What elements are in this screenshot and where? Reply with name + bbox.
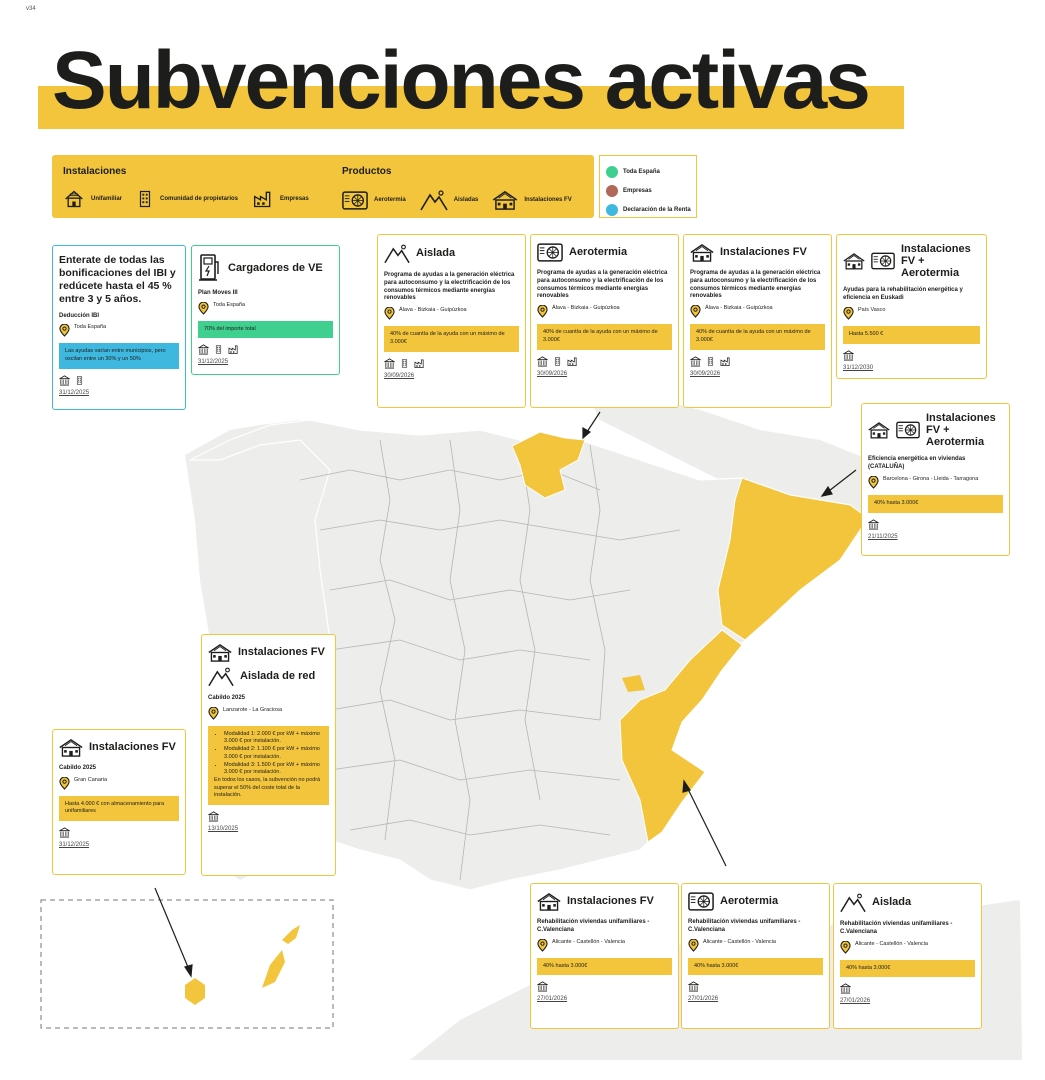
card-cargadores[interactable] — [191, 245, 340, 375]
legend-unifamiliar: Unifamiliar — [91, 196, 123, 202]
card-pv-aerotermia-date: 30/09/2026 — [537, 370, 568, 377]
card-pv-fv-desc: Programa de ayudas a la generación eléctrica para autoconsumo y la electrificación de los consumos térmicos mediante energías renovables — [690, 270, 821, 300]
card-ibi-icons — [59, 375, 179, 386]
region-item-empresas: Empresas — [606, 181, 690, 200]
card-pv-aislada-desc: Programa de ayudas a la generación eléctrica para autoconsumo y la electrificación de los consumos térmicos mediante energías renovables — [384, 272, 515, 302]
card-val-aislada-title: Aislada — [872, 896, 912, 909]
card-val-aislada-box: 40% hasta 3.000€ — [840, 960, 975, 978]
card-euskadi-title: Instalaciones FV + Aerotermia — [901, 243, 971, 280]
card-ibi-date: 31/12/2025 — [59, 389, 90, 396]
factory-icon — [720, 356, 731, 367]
card-pv-aerotermia[interactable] — [530, 234, 679, 408]
card-val-fv-date: 27/01/2026 — [537, 996, 568, 1003]
version-label: v34 — [26, 6, 36, 12]
bank-icon — [537, 981, 548, 992]
card-cataluna-location: Barcelona - Girona - Lleida - Tarragona — [868, 476, 1003, 489]
card-val-fv[interactable] — [530, 883, 679, 1029]
bank-icon — [843, 350, 854, 361]
mountain-icon — [420, 189, 448, 211]
building-icon — [214, 344, 223, 355]
card-lanzarote-list-item: • Modalidad 3: 1.500 € por kW + máximo 3.000 € por instalación. — [224, 762, 323, 777]
factory-icon — [414, 358, 425, 369]
bank-icon — [840, 983, 851, 994]
card-cargadores-box: 70% del importe total — [198, 321, 333, 339]
legend-instalaciones-fv: Instalaciones FV — [524, 197, 572, 203]
card-pv-fv-location: Álava - Bizkaia - Guipúzkoa — [690, 305, 825, 318]
card-cataluna-box: 40% hasta 3.000€ — [868, 495, 1003, 513]
location-pin-icon — [198, 302, 209, 315]
card-euskadi[interactable] — [836, 234, 987, 379]
building-icon — [706, 356, 715, 367]
legend-installations-heading: Instalaciones — [63, 166, 127, 177]
legend-comunidad: Comunidad de propietarios — [160, 196, 239, 202]
card-pv-aislada-icons — [384, 358, 519, 369]
card-pv-fv-title: Instalaciones FV — [720, 246, 807, 259]
card-cataluna[interactable] — [861, 403, 1010, 556]
lanzarote-island — [282, 925, 300, 944]
card-pv-aerotermia-box: 40% de cuantía de la ayuda con un máximo de 3.000€ — [537, 324, 672, 349]
location-pin-icon — [59, 777, 70, 790]
card-lanzarote-list-item: • Modalidad 1: 2.000 € por kW + máximo 3.000 € por instalación. — [224, 731, 323, 746]
solar-house-icon — [690, 243, 714, 262]
card-cataluna-icons — [868, 519, 1003, 530]
card-val-aerotermia-box: 40% hasta 3.000€ — [688, 958, 823, 976]
location-pin-icon — [208, 707, 219, 720]
fuerteventura-island — [262, 950, 285, 988]
card-pv-fv[interactable] — [683, 234, 832, 408]
solar-house-icon — [59, 738, 83, 757]
bank-icon — [690, 356, 701, 367]
blue-dot-icon — [606, 204, 618, 216]
location-pin-icon — [688, 939, 699, 952]
aerotermia-icon — [871, 252, 895, 270]
region-legend — [599, 155, 697, 218]
card-pv-aerotermia-desc: Programa de ayudas a la generación eléctrica para autoconsumo y la electrificación de los consumos térmicos mediante energías renovables — [537, 270, 668, 300]
factory-icon — [252, 189, 274, 209]
card-grancanaria[interactable] — [52, 729, 186, 875]
card-ibi[interactable] — [52, 245, 186, 410]
location-pin-icon — [537, 939, 548, 952]
legend-panel — [52, 155, 594, 218]
card-pv-aerotermia-title: Aerotermia — [569, 246, 628, 259]
card-pv-aerotermia-icons — [537, 356, 672, 367]
aerotermia-icon — [537, 243, 563, 262]
card-euskadi-desc: Ayudas para la rehabilitación energética y eficiencia en Euskadi — [843, 287, 963, 302]
card-ibi-subtitle: Deducción IBI — [59, 312, 100, 319]
card-val-aislada[interactable] — [833, 883, 982, 1029]
building-icon — [136, 189, 154, 209]
solar-house-icon — [208, 643, 232, 662]
card-pv-aislada[interactable] — [377, 234, 526, 408]
card-val-aerotermia-location: Alicante - Castellón - Valencia — [688, 939, 823, 952]
solar-house-icon — [868, 421, 890, 439]
card-val-aislada-icons — [840, 983, 975, 994]
building-icon — [75, 375, 84, 386]
solar-house-icon — [492, 190, 518, 210]
page-title: Subvenciones activas — [52, 35, 869, 126]
location-pin-icon — [868, 476, 879, 489]
card-val-fv-box: 40% hasta 3.000€ — [537, 958, 672, 976]
card-val-aerotermia-title: Aerotermia — [720, 895, 779, 908]
gran-canaria-island — [185, 978, 205, 1005]
house-icon — [63, 189, 85, 209]
card-val-aerotermia-icons — [688, 981, 823, 992]
location-pin-icon — [537, 305, 548, 318]
card-lanzarote-box — [208, 726, 329, 805]
card-ibi-location: Toda España — [59, 324, 179, 337]
card-pv-aislada-location: Álava - Bizkaia - Guipúzkoa — [384, 307, 519, 320]
card-lanzarote-icons — [208, 811, 329, 822]
brown-dot-icon — [606, 185, 618, 197]
card-ibi-text: Enterate de todas las bonificaciones del IBI y redúcete hasta el 45 % entre 3 y 5 años. — [59, 254, 176, 306]
card-cargadores-title: Cargadores de VE — [228, 261, 323, 274]
card-val-aislada-location: Alicante - Castellón - Valencia — [840, 941, 975, 954]
bank-icon — [208, 811, 219, 822]
building-icon — [553, 356, 562, 367]
aerotermia-icon — [896, 421, 920, 439]
card-grancanaria-box: Hasta 4.000 € con almacenamiento para unifamiliares — [59, 796, 179, 821]
card-val-aerotermia-desc: Rehabilitación viviendas unifamiliares - C.Valenciana — [688, 919, 801, 933]
bank-icon — [198, 344, 209, 355]
card-cataluna-title: Instalaciones FV + Aerotermia — [926, 412, 996, 449]
card-grancanaria-title: Instalaciones FV — [89, 741, 176, 754]
building-icon — [400, 358, 409, 369]
card-ibi-box: Las ayudas varían entre municipios, pero oscilan entre un 30% y un 50% — [59, 343, 179, 368]
bank-icon — [384, 358, 395, 369]
card-lanzarote[interactable] — [201, 634, 336, 876]
card-val-aislada-date: 27/01/2026 — [840, 998, 871, 1005]
card-cargadores-icons — [198, 344, 333, 355]
mountain-icon — [384, 243, 410, 264]
card-pv-aislada-date: 30/09/2026 — [384, 372, 415, 379]
card-cataluna-date: 21/11/2025 — [868, 533, 898, 540]
card-pv-aislada-box: 40% de cuantía de la ayuda con un máximo de 3.000€ — [384, 326, 519, 351]
solar-house-icon — [843, 252, 865, 270]
legend-aerotermia: Aerotermia — [374, 197, 406, 203]
location-pin-icon — [843, 307, 854, 320]
card-val-aislada-desc: Rehabilitación viviendas unifamiliares - C.Valenciana — [840, 921, 953, 935]
location-pin-icon — [384, 307, 395, 320]
legend-empresas: Empresas — [280, 196, 309, 202]
card-lanzarote-date: 13/10/2025 — [208, 825, 239, 832]
ev-charger-icon — [198, 254, 222, 282]
card-val-fv-icons — [537, 981, 672, 992]
card-cargadores-location: Toda España — [198, 302, 333, 315]
card-val-fv-desc: Rehabilitación viviendas unifamiliares - C.Valenciana — [537, 919, 650, 933]
card-lanzarote-title2: Aislada de red — [240, 670, 316, 683]
legend-products-heading: Productos — [342, 166, 392, 177]
card-val-aerotermia[interactable] — [681, 883, 830, 1029]
card-cataluna-desc: Eficiencia energética en viviendas (CATALUÑA) — [868, 456, 966, 471]
card-euskadi-icons — [843, 350, 980, 361]
card-pv-aislada-title: Aislada — [416, 247, 456, 260]
card-euskadi-date: 31/12/2030 — [843, 364, 874, 371]
card-grancanaria-date: 31/12/2025 — [59, 842, 90, 849]
card-cargadores-date: 31/12/2025 — [198, 359, 229, 366]
card-lanzarote-subtitle: Cabildo 2025 — [208, 695, 246, 701]
card-lanzarote-note: En todos los casos, la subvención no podrá superar el 50% del coste total de la instalación. — [214, 776, 321, 799]
region-item-toda-espana: Toda España — [606, 162, 690, 181]
location-pin-icon — [690, 305, 701, 318]
mountain-icon — [840, 892, 866, 913]
card-euskadi-box: Hasta 5.500 € — [843, 326, 980, 344]
card-val-fv-title: Instalaciones FV — [567, 895, 654, 908]
factory-icon — [228, 344, 239, 355]
factory-icon — [567, 356, 578, 367]
card-lanzarote-title1: Instalaciones FV — [238, 646, 325, 659]
card-pv-fv-date: 30/09/2026 — [690, 370, 721, 377]
card-cargadores-subtitle: Plan Moves III — [198, 290, 238, 296]
region-item-renta: Declaración de la Renta — [606, 200, 690, 219]
aerotermia-icon — [688, 892, 714, 911]
card-grancanaria-icons — [59, 827, 179, 838]
bank-icon — [59, 375, 70, 386]
green-dot-icon — [606, 166, 618, 178]
mountain-icon — [208, 666, 234, 687]
bank-icon — [688, 981, 699, 992]
card-grancanaria-subtitle: Cabildo 2025 — [59, 765, 97, 771]
solar-house-icon — [537, 892, 561, 911]
card-lanzarote-location: Lanzarote - La Graciosa — [208, 707, 329, 720]
location-pin-icon — [840, 941, 851, 954]
bank-icon — [537, 356, 548, 367]
location-pin-icon — [59, 324, 70, 337]
card-lanzarote-list-item: • Modalidad 2: 1.100 € por kW + máximo 3.000 € por instalación. — [224, 746, 323, 761]
bank-icon — [868, 519, 879, 530]
aerotermia-icon — [342, 191, 368, 210]
card-euskadi-location: País Vasco — [843, 307, 980, 320]
card-val-aerotermia-date: 27/01/2026 — [688, 996, 719, 1003]
bank-icon — [59, 827, 70, 838]
card-pv-fv-box: 40% de cuantía de la ayuda con un máximo de 3.000€ — [690, 324, 825, 349]
card-val-fv-location: Alicante - Castellón - Valencia — [537, 939, 672, 952]
card-grancanaria-location: Gran Canaria — [59, 777, 179, 790]
card-pv-aerotermia-location: Álava - Bizkaia - Guipúzkoa — [537, 305, 672, 318]
legend-aisladas: Aisladas — [453, 197, 479, 203]
card-pv-fv-icons — [690, 356, 825, 367]
